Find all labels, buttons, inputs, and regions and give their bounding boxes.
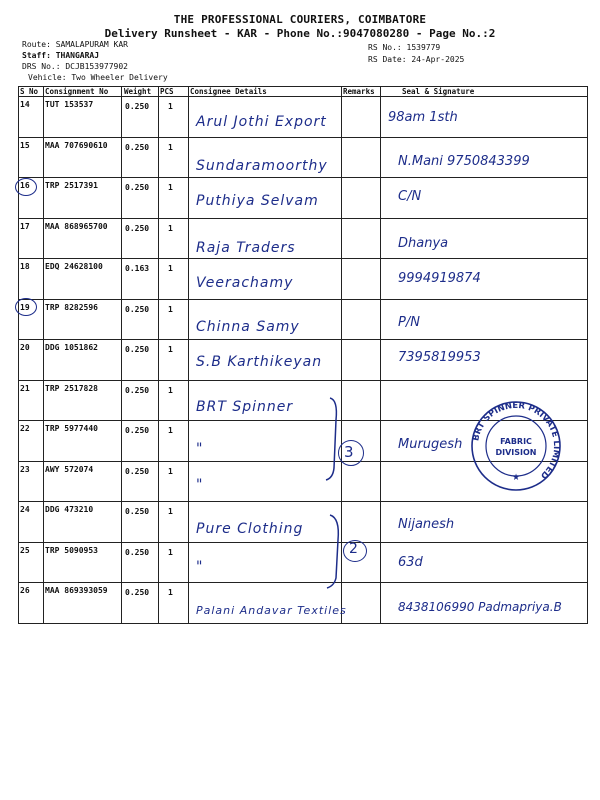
row-weight: 0.250 [125,426,150,435]
row-consignee-handwritten: Puthiya Selvam [196,193,319,209]
row-consignee-handwritten: Veerachamy [196,275,294,291]
row-pcs: 1 [168,426,173,435]
row-consignment-no: MAA 868965700 [45,221,108,231]
row-consignment-no: EDQ 24628100 [45,262,103,271]
row-pcs: 1 [168,507,173,516]
rs-date: RS Date: 24-Apr-2025 [368,55,465,64]
row-consignment-no: TRP 2517391 [45,181,98,190]
stamp-line-fabric: FABRIC [500,437,532,446]
row-pcs: 1 [168,588,173,597]
route-field: Route: SAMALAPURAM KAR [22,40,128,49]
col-header-pcs: PCS [160,87,174,96]
row-consignee-handwritten: Raja Traders [196,239,296,256]
row-consignee-handwritten: S.B Karthikeyan [196,354,323,370]
row-consignment-no: DDG 1051862 [45,343,98,352]
row-pcs: 1 [168,223,173,233]
row-signature: Dhanya [398,235,449,251]
row-weight: 0.250 [125,588,150,597]
row-pcs: 1 [168,264,173,273]
row-pcs: 1 [168,345,173,354]
row-weight: 0.250 [125,385,150,395]
row-sno: 16 [20,181,30,190]
row-signature: 98am 1sth [388,110,458,125]
row-pcs: 1 [168,183,173,192]
row-consignee-handwritten: " [196,476,204,493]
row-weight: 0.250 [125,547,150,557]
row-consignment-no: TUT 153537 [45,100,94,109]
row-sno: 17 [20,221,30,231]
row-weight: 0.250 [125,223,150,233]
row-pcs: 1 [168,102,173,111]
document-title: THE PROFESSIONAL COURIERS, COIMBATORE [173,13,427,26]
row-sno: 22 [20,424,30,433]
row-pcs: 1 [168,385,173,395]
row-consignee-handwritten: " [196,441,204,457]
row-consignee-handwritten: Palani Andavar Textiles [196,604,347,617]
row-signature: Nijanesh [398,517,455,532]
stamp-star-icon: ★ [511,473,521,483]
vehicle-field: Vehicle: Two Wheeler Delivery [28,73,168,82]
row-sno: 24 [20,505,30,514]
stamp-line-division: DIVISION [495,448,537,457]
row-signature: N.Mani 9750843399 [398,153,530,169]
row-weight: 0.250 [125,183,150,192]
row-sno: 25 [20,545,30,555]
document-subtitle: Delivery Runsheet - KAR - Phone No.:9047080280 - Page No.:2 [104,27,496,40]
count-bottom: 2 [349,541,359,557]
row-consignee-handwritten: Sundaramoorthy [196,157,328,174]
row-pcs: 1 [168,547,173,557]
col-header-weight: Weight [124,87,152,96]
col-header-sno: S No [20,87,39,96]
row-signature: 8438106990 Padmapriya.B [398,600,562,614]
row-weight: 0.163 [125,264,150,273]
row-consignee-handwritten: Arul Jothi Export [196,114,327,130]
row-weight: 0.250 [125,304,150,314]
row-sno: 20 [20,343,30,352]
row-consignment-no: MAA 869393059 [45,586,108,595]
row-signature: 9994919874 [398,271,481,286]
row-sno: 21 [20,383,30,393]
row-signature: P/N [398,314,420,330]
row-consignment-no: TRP 5977440 [45,424,98,433]
row-consignment-no: DDG 473210 [45,505,94,514]
col-header-remarks: Remarks [343,87,375,96]
row-sno: 26 [20,586,30,595]
row-consignee-handwritten: " [196,558,204,575]
row-sno: 14 [20,100,30,109]
row-weight: 0.250 [125,345,150,354]
rs-number: RS No.: 1539779 [368,43,441,52]
row-signature: C/N [398,189,422,204]
row-consignment-no: MAA 707690610 [45,140,108,150]
row-weight: 0.250 [125,466,150,476]
col-header-consignment: Consignment No [45,87,109,96]
row-sno: 15 [20,140,30,150]
company-stamp [470,400,562,492]
row-weight: 0.250 [125,102,150,111]
row-pcs: 1 [168,142,173,152]
row-consignee-handwritten: Chinna Samy [196,318,300,335]
row-signature: 7395819953 [398,350,481,365]
row-pcs: 1 [168,304,173,314]
row-pcs: 1 [168,466,173,476]
row-sno: 23 [20,464,30,474]
staff-field: Staff: THANGARAJ [22,51,100,60]
row-consignment-no: TRP 8282596 [45,302,98,312]
row-weight: 0.250 [125,507,150,516]
row-sno: 19 [20,302,30,312]
row-consignee-handwritten: Pure Clothing [196,521,304,537]
col-header-seal: Seal & Signature [402,87,475,96]
row-signature: Murugesh [398,437,463,452]
count-top: 3 [344,443,355,461]
row-consignment-no: AWY 572074 [45,464,94,474]
row-consignee-handwritten: BRT Spinner [196,398,294,415]
row-consignment-no: TRP 5090953 [45,545,98,555]
drs-field: DRS No.: DCJB153977902 [22,62,128,71]
col-header-consignee: Consignee Details [190,87,267,96]
row-sno: 18 [20,262,30,271]
row-weight: 0.250 [125,142,150,152]
row-signature: 63d [398,554,423,570]
stamp-ring-text: BRT SPINNER PRIVATE LIMITED [471,400,562,481]
row-consignment-no: TRP 2517828 [45,383,98,393]
